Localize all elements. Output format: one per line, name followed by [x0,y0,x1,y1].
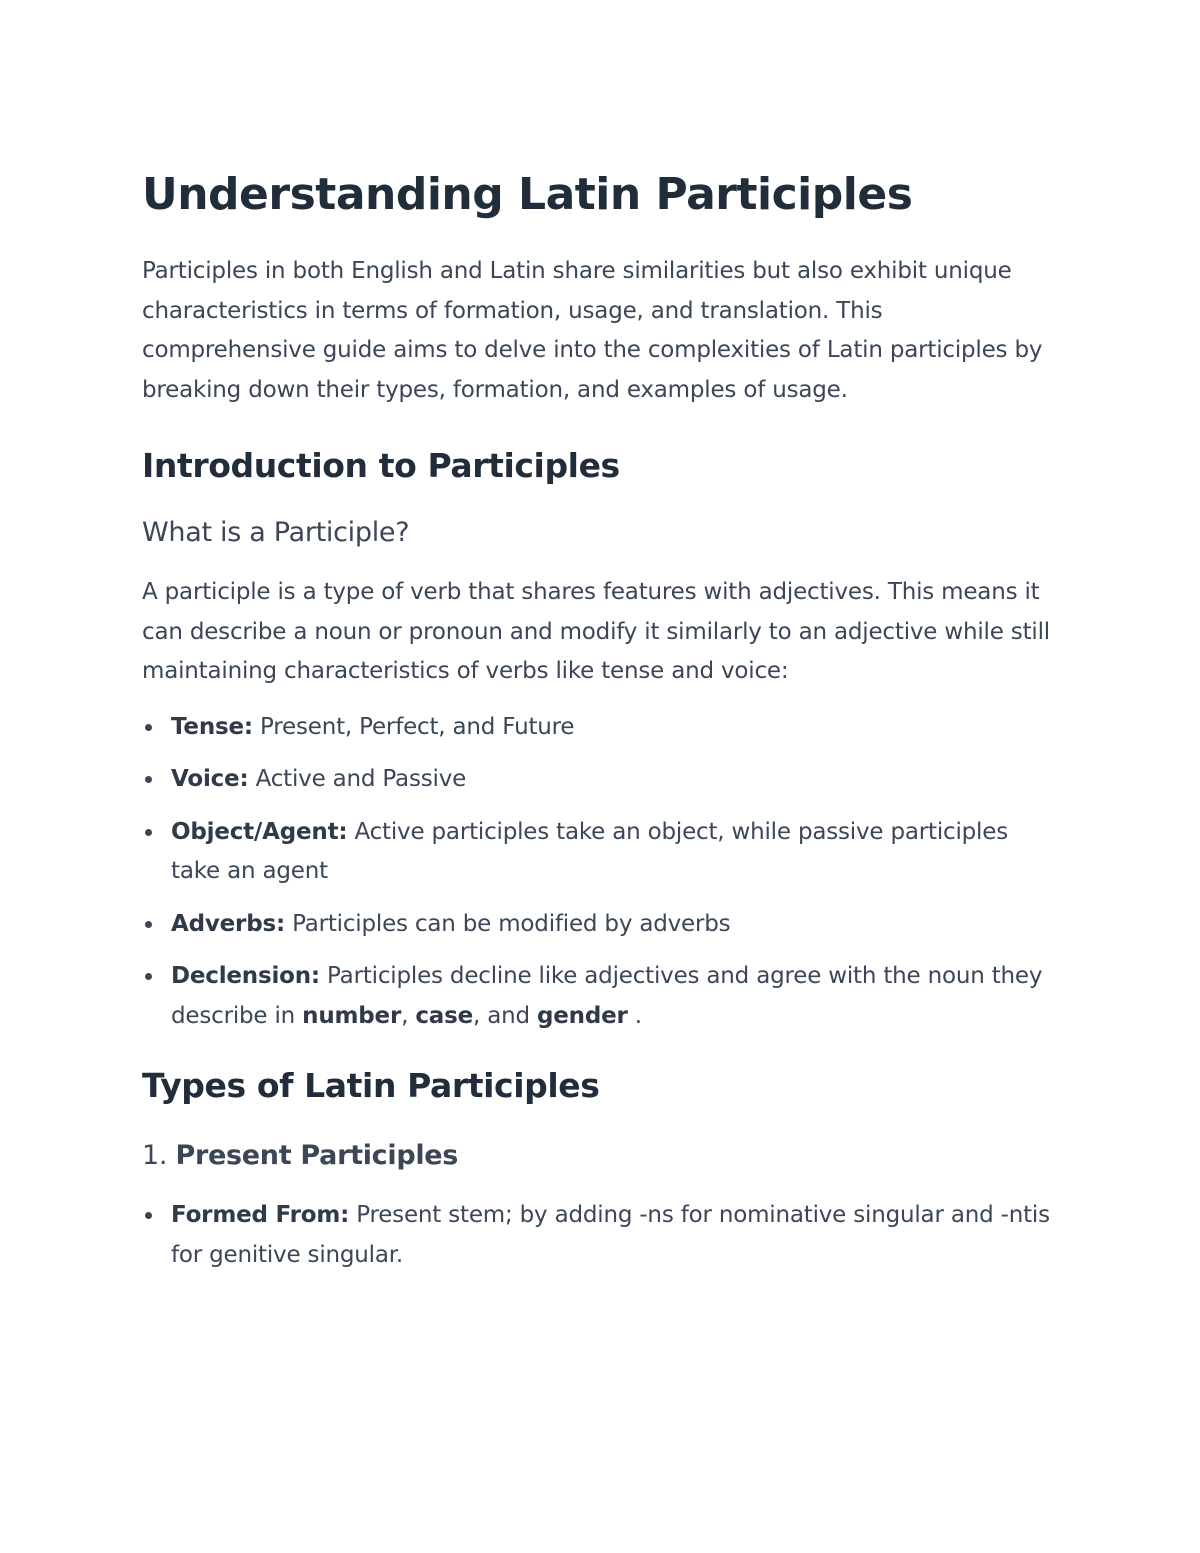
list-item [142,813,1050,892]
separator-text: , [401,1002,416,1029]
present-participles-list [142,1196,1050,1275]
subheading-number: 1. [142,1140,168,1171]
list-item-term: Voice: [171,766,249,792]
list-item-text: Active and Passive [248,766,467,792]
list-item-term: Object/Agent: [171,818,348,845]
participle-definition-paragraph: A participle is a type of verb that shares features with adjectives. This means it can describe a noun or pronoun and modify it similarly to an adjective while still maintaining characteristics of verbs like tense and voice: [142,579,1050,684]
list-item-text: Participles can be modified by adverbs [284,910,731,937]
section-heading-introduction: Introduction to Participles [142,446,620,485]
bullet-icon [145,1212,152,1219]
list-item-text: Present stem; by adding -ns for nominative singular and -ntis for genitive singular. [171,1202,1050,1268]
subheading-present-participles [142,1138,1050,1174]
list-item [142,905,1050,945]
list-item [142,1196,1050,1275]
bullet-icon [145,921,152,928]
emphasis-gender: gender [537,1002,628,1029]
list-item-text: Present, Perfect, and Future [252,713,575,740]
separator-text: , and [472,1002,537,1029]
list-item-declension [142,957,1050,1036]
list-item-term: Adverbs: [171,910,285,937]
list-item [142,708,1050,748]
list-item-text: Participles decline like adjectives and agree with the noun they describe in [171,963,1043,1029]
emphasis-number: number [302,1002,402,1029]
bullet-icon [145,724,152,731]
page-title: Understanding Latin Participles [142,169,913,220]
list-item-term: Formed From: [171,1202,350,1228]
intro-paragraph: Participles in both English and Latin share similarities but also exhibit unique characteristics in terms of formation, usage, and translation. This comprehensive guide aims to delve into the complexities of Latin participles by breaking down their types, formation, and examples of usage. [142,258,1043,403]
bullet-icon [145,776,152,783]
list-item-text: Active participles take an object, while passive participles take an agent [171,818,1008,884]
section-heading-types: Types of Latin Participles [142,1066,600,1105]
list-item [142,760,1050,800]
participle-features-list [142,708,1050,1037]
list-item-term: Tense: [171,713,253,740]
subheading-what-is-participle: What is a Participle? [142,517,410,548]
emphasis-case: case [415,1002,473,1029]
bullet-icon [145,829,152,836]
bullet-icon [145,973,152,980]
list-item-term: Declension: [171,963,320,989]
ending-text: . [627,1002,642,1029]
subheading-title: Present Participles [175,1140,459,1171]
